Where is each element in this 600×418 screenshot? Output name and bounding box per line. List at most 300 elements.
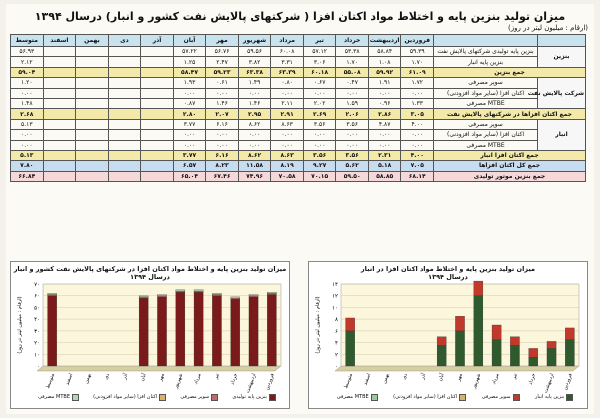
table-row bbox=[11, 109, 586, 119]
table-cell: ۱.۷۰ bbox=[401, 57, 434, 67]
y-tick-label: ۶۰ bbox=[34, 293, 40, 300]
table-cell: ۵۹.۲۳ bbox=[206, 67, 239, 77]
table-cell: ۵۹.۳۹ bbox=[401, 47, 434, 57]
table-cell bbox=[141, 130, 174, 140]
table-cell: ۵۶.۷۶ bbox=[206, 47, 239, 57]
chart-right-plot bbox=[309, 262, 587, 408]
table-cell: ۵۶.۹۳ bbox=[11, 47, 44, 57]
bar bbox=[510, 337, 519, 346]
bar bbox=[176, 290, 185, 291]
x-tick-label: آبان bbox=[139, 372, 148, 383]
table-cell bbox=[108, 78, 141, 88]
table-cell: ۶۰.۱۸ bbox=[303, 67, 336, 77]
bar bbox=[492, 325, 501, 340]
bar bbox=[139, 296, 148, 297]
table-cell bbox=[43, 78, 76, 88]
table-row bbox=[11, 47, 586, 57]
table-cell bbox=[108, 109, 141, 119]
row-label: سوپر مصرفی bbox=[434, 78, 538, 88]
month-header: بهمن bbox=[76, 35, 109, 47]
table-cell: ۰.۰۰ bbox=[368, 140, 401, 150]
legend-label: اکتان افزا (سایر مواد افزودنی) bbox=[93, 394, 158, 400]
table-cell bbox=[141, 88, 174, 98]
bar bbox=[48, 296, 57, 366]
bar bbox=[267, 295, 276, 366]
table-cell bbox=[141, 161, 174, 171]
table-cell: ۱۱.۵۸ bbox=[238, 161, 271, 171]
bar bbox=[547, 341, 556, 348]
table-cell bbox=[76, 119, 109, 129]
table-cell: ۰.۰۰ bbox=[271, 140, 304, 150]
bar bbox=[455, 316, 464, 331]
table-cell: ۰.۰۰ bbox=[303, 140, 336, 150]
table-cell: ۱.۲۵ bbox=[173, 57, 206, 67]
chart-left-plot bbox=[11, 262, 289, 408]
legend-label: MTBE مصرفی bbox=[38, 394, 70, 400]
table-cell bbox=[141, 119, 174, 129]
y-tick-label: ۴ bbox=[335, 340, 338, 347]
table-cell bbox=[108, 47, 141, 57]
table-row bbox=[11, 161, 586, 171]
table-cell: ۱.۷۰ bbox=[336, 57, 369, 67]
table-cell: ۲.۹۱ bbox=[271, 109, 304, 119]
table-cell: ۰.۰۰ bbox=[303, 130, 336, 140]
table-cell: ۶۷.۴۶ bbox=[206, 171, 239, 181]
table-cell: ۱.۹۱ bbox=[368, 78, 401, 88]
table-row bbox=[11, 171, 586, 181]
table-cell: ۳.۵۶ bbox=[336, 150, 369, 160]
y-tick-label: ۲ bbox=[335, 352, 338, 359]
table-cell: ۰.۸۷ bbox=[173, 98, 206, 108]
table-cell: ۳.۷۷ bbox=[173, 150, 206, 160]
bar bbox=[565, 340, 574, 366]
table-cell: ۰.۸۰ bbox=[271, 78, 304, 88]
row-group-label: بنزین bbox=[538, 47, 586, 68]
table-cell: ۰.۰۰ bbox=[173, 140, 206, 150]
y-tick-label: ۱۴ bbox=[332, 282, 338, 288]
table-cell: ۱.۷۲ bbox=[401, 78, 434, 88]
row-label: جمع بنزین موتور تولیدی bbox=[434, 171, 586, 181]
table-cell: ۰.۰۰ bbox=[173, 130, 206, 140]
bar bbox=[249, 296, 258, 297]
header-blank bbox=[538, 35, 586, 47]
legend-label: بنزین پایه تولیدی bbox=[232, 394, 267, 400]
y-tick-label: ۱۰ bbox=[34, 352, 40, 359]
table-cell: ۰.۰۰ bbox=[238, 140, 271, 150]
table-cell: ۵.۱۸ bbox=[368, 161, 401, 171]
table-cell: ۱.۴۶ bbox=[238, 98, 271, 108]
y-tick-label: ۷۰ bbox=[34, 282, 40, 288]
bar bbox=[139, 298, 148, 366]
chart-floor bbox=[37, 366, 281, 371]
month-header: دی bbox=[108, 35, 141, 47]
bar bbox=[48, 293, 57, 294]
x-tick-label: مهر bbox=[455, 372, 464, 382]
table-cell bbox=[141, 57, 174, 67]
table-cell: ۵۹.۹۲ bbox=[368, 67, 401, 77]
month-header: اسفند bbox=[43, 35, 76, 47]
table-cell bbox=[108, 67, 141, 77]
table-cell bbox=[141, 171, 174, 181]
table-cell bbox=[141, 47, 174, 57]
table-cell: ۲.۱۲ bbox=[11, 57, 44, 67]
chart-right-subtitle: درسال ۱۳۹۴ bbox=[428, 273, 468, 281]
legend-swatch bbox=[159, 394, 166, 401]
table-cell: ۶۵.۰۴ bbox=[173, 171, 206, 181]
table-cell: ۲.۶۸ bbox=[11, 109, 44, 119]
table-cell: ۷۰.۱۵ bbox=[303, 171, 336, 181]
table-cell bbox=[141, 78, 174, 88]
month-header: شهریور bbox=[238, 35, 271, 47]
table-cell: ۳.۷۷ bbox=[173, 119, 206, 129]
table-cell bbox=[76, 98, 109, 108]
x-tick-label: اردیبهشت bbox=[244, 372, 258, 395]
x-tick-label: مرداد bbox=[192, 372, 203, 386]
table-cell: ۰.۰۰ bbox=[336, 88, 369, 98]
table-cell bbox=[141, 67, 174, 77]
table-cell: ۳.۵۶ bbox=[303, 150, 336, 160]
bar bbox=[249, 295, 258, 296]
x-tick-label: دی bbox=[103, 372, 111, 381]
table-cell: ۲.۶۹ bbox=[303, 109, 336, 119]
row-label: جمع اکتان افزاها در شرکتهای پالایش نفت bbox=[434, 109, 586, 119]
report-sheet bbox=[6, 4, 594, 414]
legend-swatch bbox=[211, 394, 218, 401]
table-cell bbox=[141, 109, 174, 119]
bar bbox=[455, 331, 464, 366]
table-cell: ۴.۰۰ bbox=[401, 119, 434, 129]
bar bbox=[437, 346, 446, 367]
table-cell: ۷.۸۰ bbox=[11, 161, 44, 171]
month-header: مرداد bbox=[271, 35, 304, 47]
legend-swatch bbox=[566, 394, 573, 401]
table-cell: ۹.۲۷ bbox=[303, 161, 336, 171]
table-cell bbox=[76, 161, 109, 171]
table-cell: ۶.۵۷ bbox=[173, 161, 206, 171]
table-cell bbox=[76, 57, 109, 67]
x-tick-label: متوسط bbox=[343, 372, 355, 390]
x-tick-label: اسفند bbox=[362, 372, 373, 387]
bar bbox=[267, 292, 276, 293]
table-cell: ۵.۱۳ bbox=[11, 119, 44, 129]
header-blank bbox=[434, 35, 538, 47]
row-label: جمع اکتان افزا انبار bbox=[434, 150, 586, 160]
bar bbox=[231, 298, 240, 299]
legend-label: اکتان افزا (سایر مواد افزودنی) bbox=[393, 394, 458, 400]
x-tick-label: شهریور bbox=[173, 372, 185, 390]
table-cell: ۰.۰۰ bbox=[401, 130, 434, 140]
bar bbox=[194, 292, 203, 366]
month-header: آذر bbox=[141, 35, 174, 47]
bar bbox=[529, 348, 538, 357]
legend-item bbox=[232, 394, 276, 401]
legend-swatch bbox=[459, 394, 466, 401]
table-cell: ۷۰.۵۸ bbox=[271, 171, 304, 181]
table-cell: ۶.۱۶ bbox=[206, 119, 239, 129]
table-cell: ۴.۰۰ bbox=[401, 150, 434, 160]
y-axis-label: (ارقام : میلیون لیتر در روز) bbox=[17, 296, 23, 354]
bar bbox=[194, 291, 203, 292]
legend-item bbox=[535, 394, 573, 401]
table-cell bbox=[108, 140, 141, 150]
table-cell: ۸.۲۳ bbox=[206, 161, 239, 171]
table-cell: ۲.۸۰ bbox=[173, 109, 206, 119]
bar bbox=[157, 296, 166, 297]
table-row bbox=[11, 57, 586, 67]
table-row bbox=[11, 130, 586, 140]
bar bbox=[48, 295, 57, 296]
table-cell: ۶۸.۱۴ bbox=[401, 171, 434, 181]
table-cell: ۳.۰۵ bbox=[401, 109, 434, 119]
table-cell: ۰.۰۰ bbox=[336, 130, 369, 140]
row-label: اکتان افزا (سایر مواد افزودنی) bbox=[434, 130, 538, 140]
row-label: جمع کل اکتان افزاها bbox=[434, 161, 586, 171]
table-cell: ۱.۵۹ bbox=[336, 98, 369, 108]
bar bbox=[547, 348, 556, 366]
table-cell bbox=[108, 130, 141, 140]
table-cell bbox=[76, 67, 109, 77]
chart-left bbox=[10, 261, 290, 409]
table-cell: ۰.۰۰ bbox=[271, 88, 304, 98]
table-cell: ۰.۰۰ bbox=[206, 130, 239, 140]
table-cell: ۵.۱۳ bbox=[11, 150, 44, 160]
table-cell: ۰.۰۰ bbox=[173, 88, 206, 98]
legend-item bbox=[337, 394, 378, 401]
table-cell: ۵۸.۸۴ bbox=[368, 47, 401, 57]
table-cell: ۵۵.۰۸ bbox=[336, 67, 369, 77]
table-cell: ۵۷.۲۲ bbox=[173, 47, 206, 57]
x-tick-label: دی bbox=[401, 372, 409, 381]
table-cell: ۴.۸۷ bbox=[368, 119, 401, 129]
month-header: فروردین bbox=[401, 35, 434, 47]
legend-item bbox=[93, 394, 166, 401]
table-cell: ۶۳.۳۹ bbox=[271, 67, 304, 77]
table-cell bbox=[108, 171, 141, 181]
bar bbox=[492, 340, 501, 366]
table-cell: ۰.۰۰ bbox=[11, 140, 44, 150]
table-cell: ۲.۴۷ bbox=[206, 57, 239, 67]
table-cell bbox=[141, 98, 174, 108]
table-cell: ۰.۰۰ bbox=[303, 88, 336, 98]
table-cell: ۱.۴۹ bbox=[238, 78, 271, 88]
table-cell: ۶۶.۸۴ bbox=[11, 171, 44, 181]
table-cell: ۳.۰۶ bbox=[303, 57, 336, 67]
month-header: اردیبهشت bbox=[368, 35, 401, 47]
table-row bbox=[11, 98, 586, 108]
y-axis-label: (ارقام : میلیون لیتر در روز) bbox=[315, 296, 321, 354]
row-label: اکتان افزا (سایر مواد افزودنی) bbox=[434, 88, 538, 98]
page-title: میزان تولید بنزین پایه و اختلاط مواد اکتان افزا ( شرکتهای پالایش نفت کشور و انبار) درسال ۱۳۹۴ bbox=[34, 10, 566, 23]
month-header: خرداد bbox=[336, 35, 369, 47]
bar bbox=[437, 337, 446, 346]
table-cell bbox=[76, 88, 109, 98]
table-cell: ۰.۴۷ bbox=[336, 78, 369, 88]
y-tick-label: ۶ bbox=[335, 328, 338, 335]
table-cell: ۰.۰۰ bbox=[401, 140, 434, 150]
y-tick-label: ۲۰ bbox=[34, 340, 40, 347]
table-row bbox=[11, 119, 586, 129]
table-cell bbox=[43, 150, 76, 160]
table-cell bbox=[76, 78, 109, 88]
table-cell: ۵۸.۴۷ bbox=[173, 67, 206, 77]
table-cell: ۳.۵۶ bbox=[336, 119, 369, 129]
bar bbox=[194, 290, 203, 291]
bar bbox=[346, 318, 355, 331]
chart-right-legend bbox=[329, 389, 581, 405]
x-tick-label: بهمن bbox=[83, 372, 93, 385]
chart-floor bbox=[335, 366, 579, 371]
table-cell bbox=[76, 47, 109, 57]
x-tick-label: شهریور bbox=[471, 372, 483, 390]
table-cell: ۰.۰۰ bbox=[206, 140, 239, 150]
table-cell bbox=[108, 150, 141, 160]
bar bbox=[474, 281, 483, 296]
table-cell bbox=[43, 88, 76, 98]
month-header: تیر bbox=[303, 35, 336, 47]
table-cell: ۳.۳۱ bbox=[271, 57, 304, 67]
table-cell: ۵.۶۲ bbox=[336, 161, 369, 171]
table-cell: ۶۰.۰۸ bbox=[271, 47, 304, 57]
x-tick-label: خرداد bbox=[229, 372, 240, 386]
table-row bbox=[11, 67, 586, 77]
legend-item bbox=[180, 394, 218, 401]
table-cell bbox=[43, 47, 76, 57]
bar bbox=[212, 293, 221, 294]
row-label: MTBE مصرفی bbox=[434, 140, 538, 150]
y-tick-label: ۰ bbox=[37, 364, 40, 370]
table-row bbox=[11, 150, 586, 160]
x-tick-label: فروردین bbox=[264, 372, 276, 392]
table-cell bbox=[76, 171, 109, 181]
table-cell: ۲.۸۶ bbox=[368, 109, 401, 119]
table-cell bbox=[108, 57, 141, 67]
chart-left-subtitle: درسال ۱۳۹۴ bbox=[130, 273, 170, 281]
y-tick-label: ۴۰ bbox=[34, 317, 40, 324]
row-group-label: انبار bbox=[538, 119, 586, 150]
table-cell bbox=[108, 98, 141, 108]
table-cell bbox=[108, 161, 141, 171]
table-cell: ۷۴.۹۶ bbox=[238, 171, 271, 181]
table-cell: ۳.۸۲ bbox=[238, 57, 271, 67]
legend-swatch bbox=[72, 394, 79, 401]
bar bbox=[249, 297, 258, 366]
table-cell: ۰.۹۶ bbox=[368, 98, 401, 108]
table-cell: ۸.۱۹ bbox=[271, 161, 304, 171]
table-row bbox=[11, 78, 586, 88]
bar bbox=[346, 331, 355, 366]
table-cell bbox=[43, 171, 76, 181]
row-label: جمع بنزین bbox=[434, 67, 586, 77]
bar bbox=[212, 295, 221, 296]
table-cell: ۲.۰۶ bbox=[336, 109, 369, 119]
legend-swatch bbox=[269, 394, 276, 401]
bar bbox=[139, 297, 148, 298]
table-cell bbox=[108, 119, 141, 129]
table-cell: ۲.۰۷ bbox=[206, 109, 239, 119]
month-header: آبان bbox=[173, 35, 206, 47]
y-tick-label: ۳۰ bbox=[34, 328, 40, 335]
table-cell: ۸.۶۲ bbox=[238, 150, 271, 160]
x-tick-label: فروردین bbox=[562, 372, 574, 392]
y-tick-label: ۸ bbox=[335, 317, 338, 324]
table-cell bbox=[43, 119, 76, 129]
table-cell: ۰.۰۰ bbox=[238, 130, 271, 140]
table-cell: ۰.۰۰ bbox=[11, 88, 44, 98]
legend-label: سوپر مصرفی bbox=[180, 394, 210, 400]
table-cell bbox=[141, 150, 174, 160]
table-row bbox=[11, 88, 586, 98]
table-cell bbox=[43, 130, 76, 140]
table-cell: ۵۹.۵۶ bbox=[238, 47, 271, 57]
table-cell: ۲.۰۲ bbox=[303, 98, 336, 108]
table-cell bbox=[43, 109, 76, 119]
table-cell: ۰.۰۰ bbox=[206, 88, 239, 98]
table-cell: ۵۸.۸۵ bbox=[368, 171, 401, 181]
row-label: سوپر مصرفی bbox=[434, 119, 538, 129]
legend-label: بنزین پایه انبار bbox=[535, 394, 565, 400]
x-tick-label: آذر bbox=[121, 372, 130, 381]
table-cell: ۰.۰۰ bbox=[238, 88, 271, 98]
legend-swatch bbox=[513, 394, 520, 401]
table-cell: ۰.۰۰ bbox=[401, 88, 434, 98]
month-header: متوسط bbox=[11, 35, 44, 47]
y-tick-label: ۱۰ bbox=[332, 305, 338, 312]
x-tick-label: تیر bbox=[213, 372, 221, 381]
table-cell: ۶.۱۶ bbox=[206, 150, 239, 160]
table-header-row bbox=[11, 35, 586, 47]
table-cell: ۰.۰۰ bbox=[271, 130, 304, 140]
table-cell: ۱.۹۳ bbox=[173, 78, 206, 88]
table-row bbox=[11, 140, 586, 150]
table-cell: ۲.۹۵ bbox=[238, 109, 271, 119]
table-cell: ۷.۰۵ bbox=[401, 161, 434, 171]
table-cell: ۸.۶۲ bbox=[238, 119, 271, 129]
table-cell: ۲.۱۱ bbox=[271, 98, 304, 108]
production-table bbox=[10, 34, 586, 182]
x-tick-label: اسفند bbox=[64, 372, 75, 387]
legend-label: MTBE مصرفی bbox=[336, 394, 369, 400]
table-cell bbox=[76, 150, 109, 160]
table-cell bbox=[76, 130, 109, 140]
y-tick-label: ۰ bbox=[335, 364, 338, 370]
table-cell: ۱.۳۳ bbox=[401, 98, 434, 108]
table-cell bbox=[76, 109, 109, 119]
bar bbox=[212, 296, 221, 366]
table-cell: ۰.۰۰ bbox=[368, 130, 401, 140]
table-cell: ۱.۲۰ bbox=[11, 78, 44, 88]
table-cell: ۰.۰۰ bbox=[11, 130, 44, 140]
legend-swatch bbox=[371, 394, 378, 401]
table-cell: ۵۹.۵۰ bbox=[336, 171, 369, 181]
table-cell: ۶۱.۰۹ bbox=[401, 67, 434, 77]
bar bbox=[267, 293, 276, 294]
month-header: مهر bbox=[206, 35, 239, 47]
y-tick-label: ۱۲ bbox=[332, 293, 338, 300]
table-cell: ۵۹.۰۴ bbox=[11, 67, 44, 77]
table-cell: ۱.۴۸ bbox=[11, 98, 44, 108]
table-cell: ۰.۰۰ bbox=[368, 88, 401, 98]
table-cell bbox=[141, 140, 174, 150]
table-cell bbox=[43, 140, 76, 150]
bar bbox=[231, 297, 240, 298]
bar bbox=[474, 296, 483, 366]
table-cell: ۱.۴۶ bbox=[206, 98, 239, 108]
legend-item bbox=[38, 394, 79, 401]
x-tick-label: متوسط bbox=[45, 372, 57, 390]
table-cell bbox=[43, 98, 76, 108]
table-cell bbox=[43, 57, 76, 67]
legend-item bbox=[482, 394, 520, 401]
